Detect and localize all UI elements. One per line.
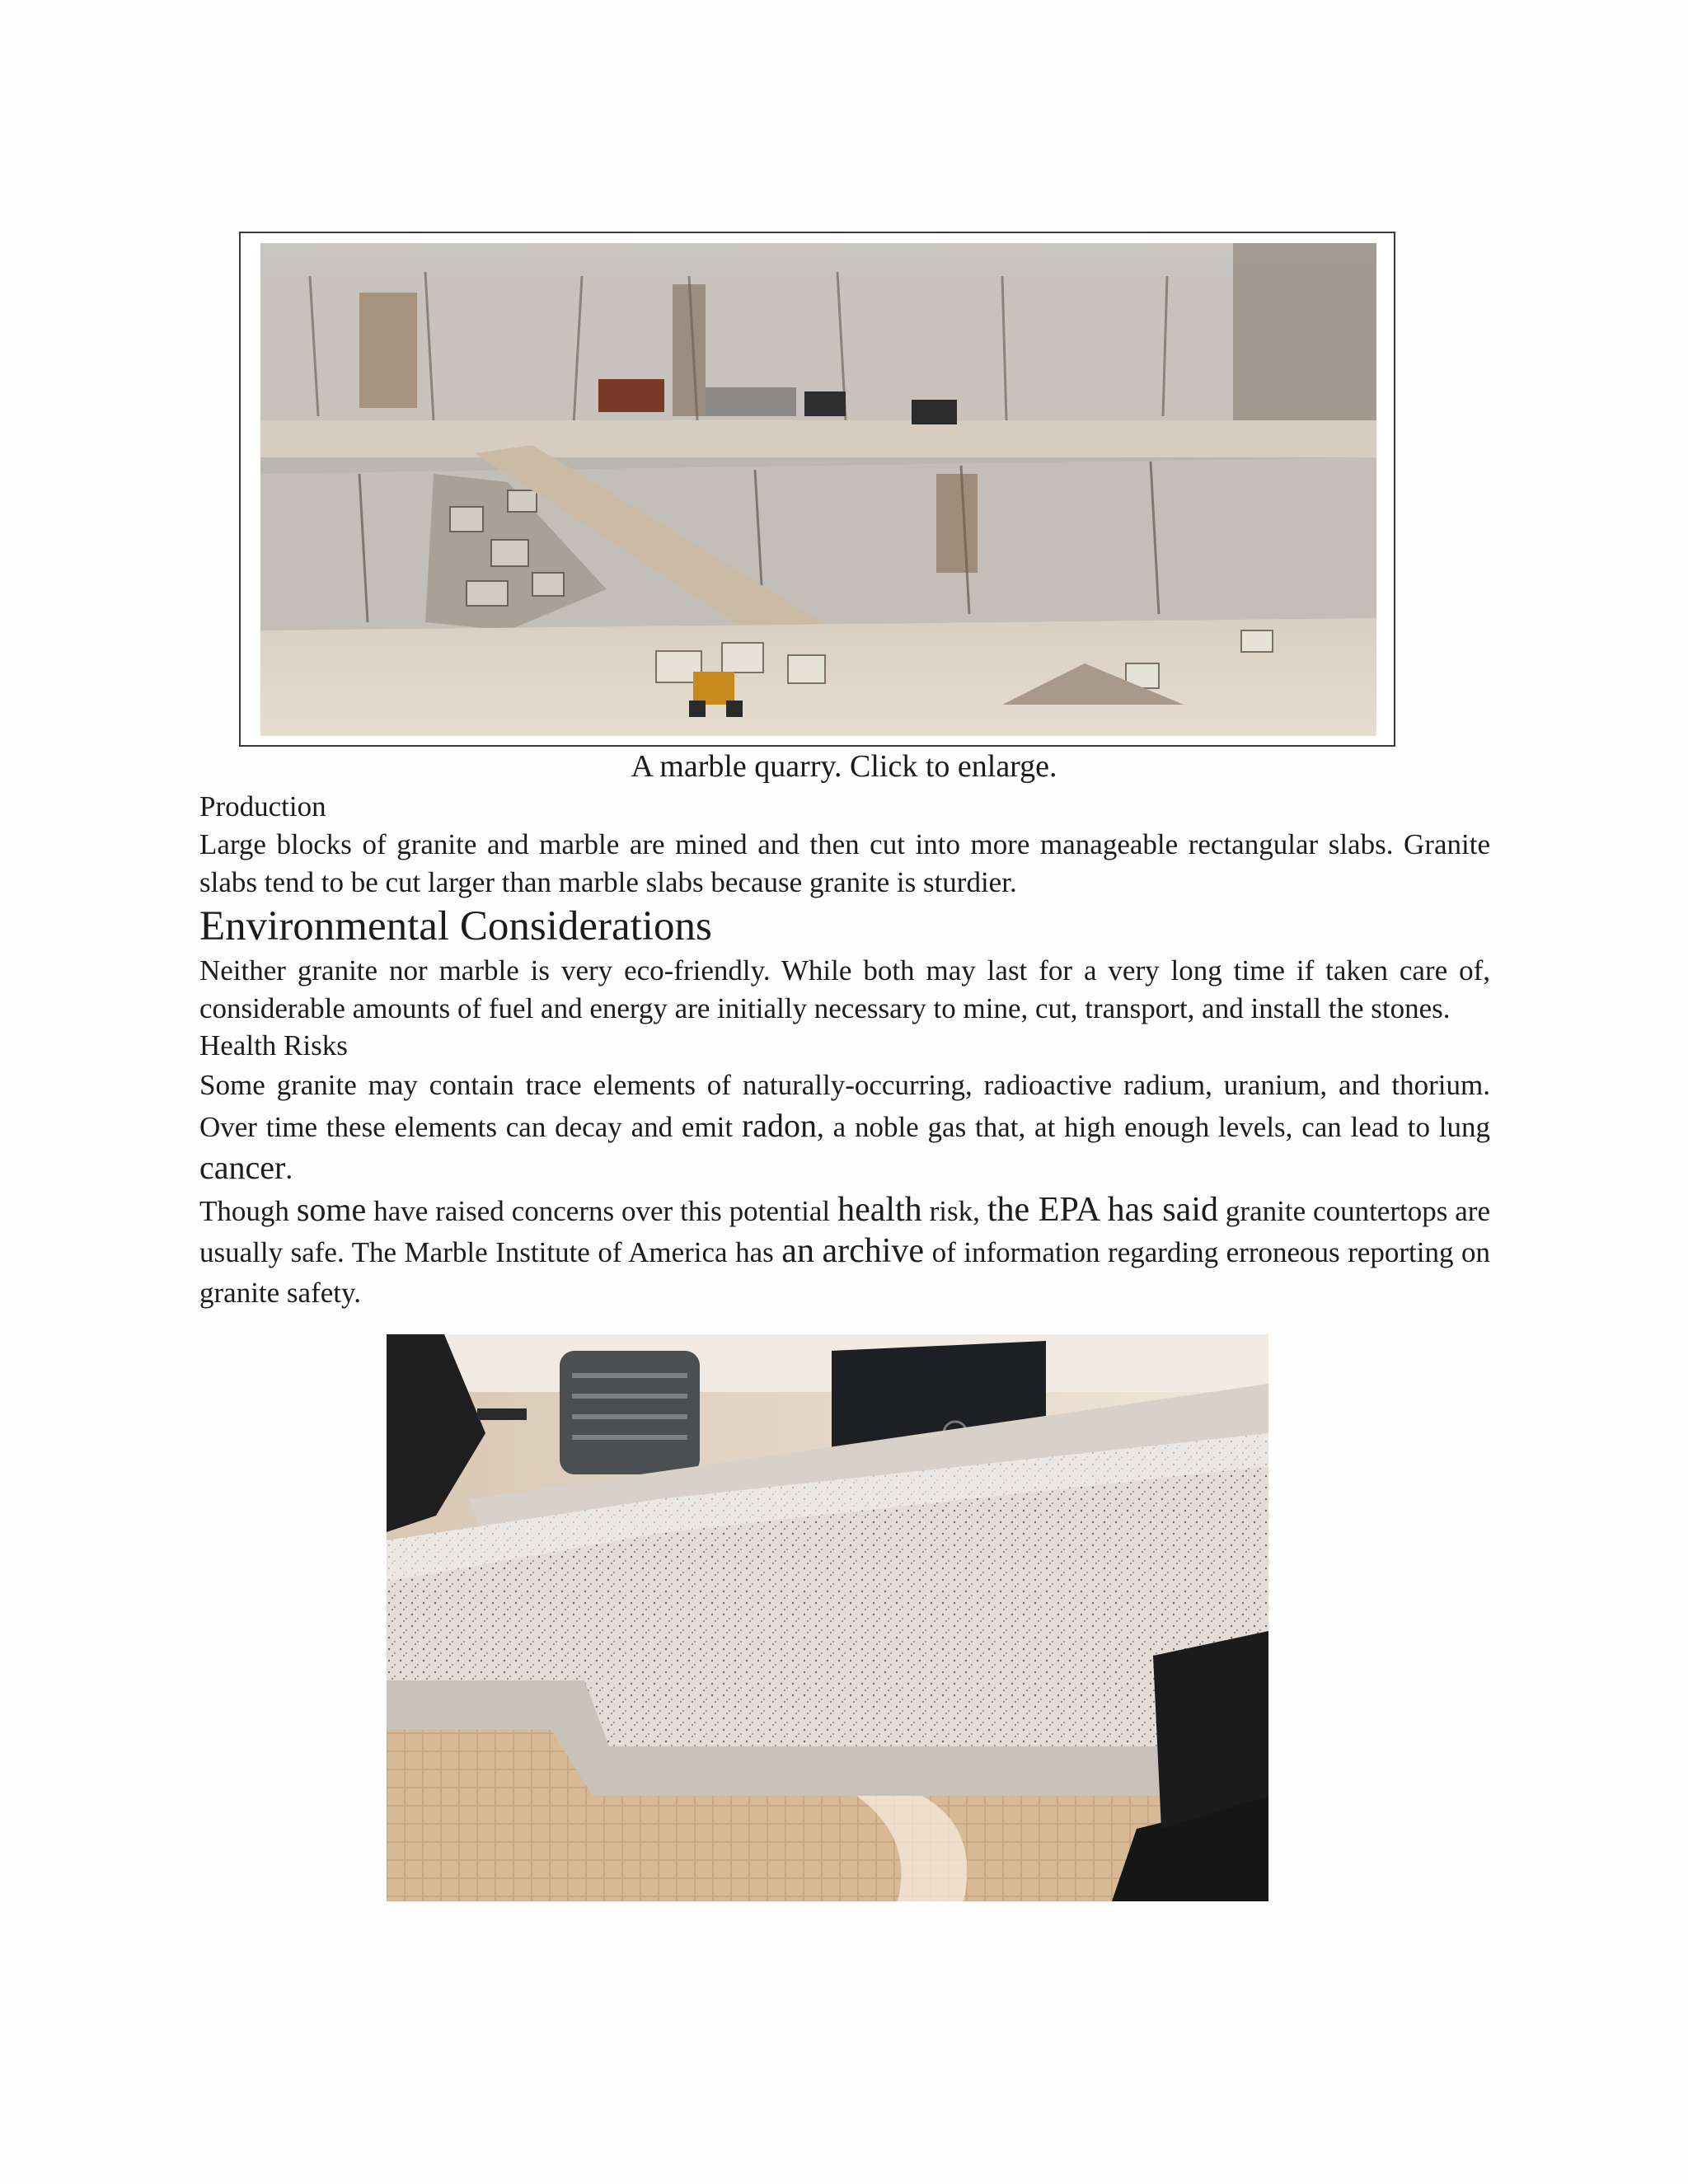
environmental-heading: Environmental Considerations	[199, 903, 712, 949]
countertop-image	[387, 1334, 1268, 1901]
health-risks-label: Health Risks	[199, 1029, 348, 1062]
health-link[interactable]: health	[837, 1191, 922, 1229]
quarry-caption: A marble quarry. Click to enlarge.	[631, 749, 1057, 784]
quarry-figure[interactable]	[239, 232, 1395, 747]
epa-link[interactable]: the EPA has said	[987, 1191, 1218, 1229]
production-label: Production	[199, 790, 326, 823]
quarry-image[interactable]	[260, 243, 1376, 736]
production-paragraph: Large blocks of granite and marble are mined and then cut into more manageable rectangular slabs. Granite slabs tend to be cut larger than marble slabs because granite is sturdier.	[199, 828, 1490, 898]
health-paragraph-2: Though some have raised concerns over this potential health risk, the EPA has said granite countertops are usually safe. The Marble Institute of America has an archive of information regarding erroneous reporting on granite safety.	[199, 1191, 1491, 1309]
radon-link[interactable]: radon	[741, 1107, 818, 1144]
health-paragraph-1: Some granite may contain trace elements of naturally-occurring, radioactive radium, uranium, and thorium. Over time these elements can decay and emit radon, a noble gas that, at high enough levels, can lead to lung cancer.	[199, 1069, 1490, 1186]
an-link[interactable]: an	[781, 1232, 814, 1270]
cancer-link[interactable]: cancer	[199, 1149, 286, 1186]
some-link[interactable]: some	[296, 1191, 367, 1228]
archive-link[interactable]: archive	[822, 1232, 925, 1270]
environmental-paragraph: Neither granite nor marble is very eco-friendly. While both may last for a very long time if taken care of, considerable amounts of fuel and energy are initially necessary to mine, cut, transport, and install the stones.	[199, 954, 1490, 1024]
